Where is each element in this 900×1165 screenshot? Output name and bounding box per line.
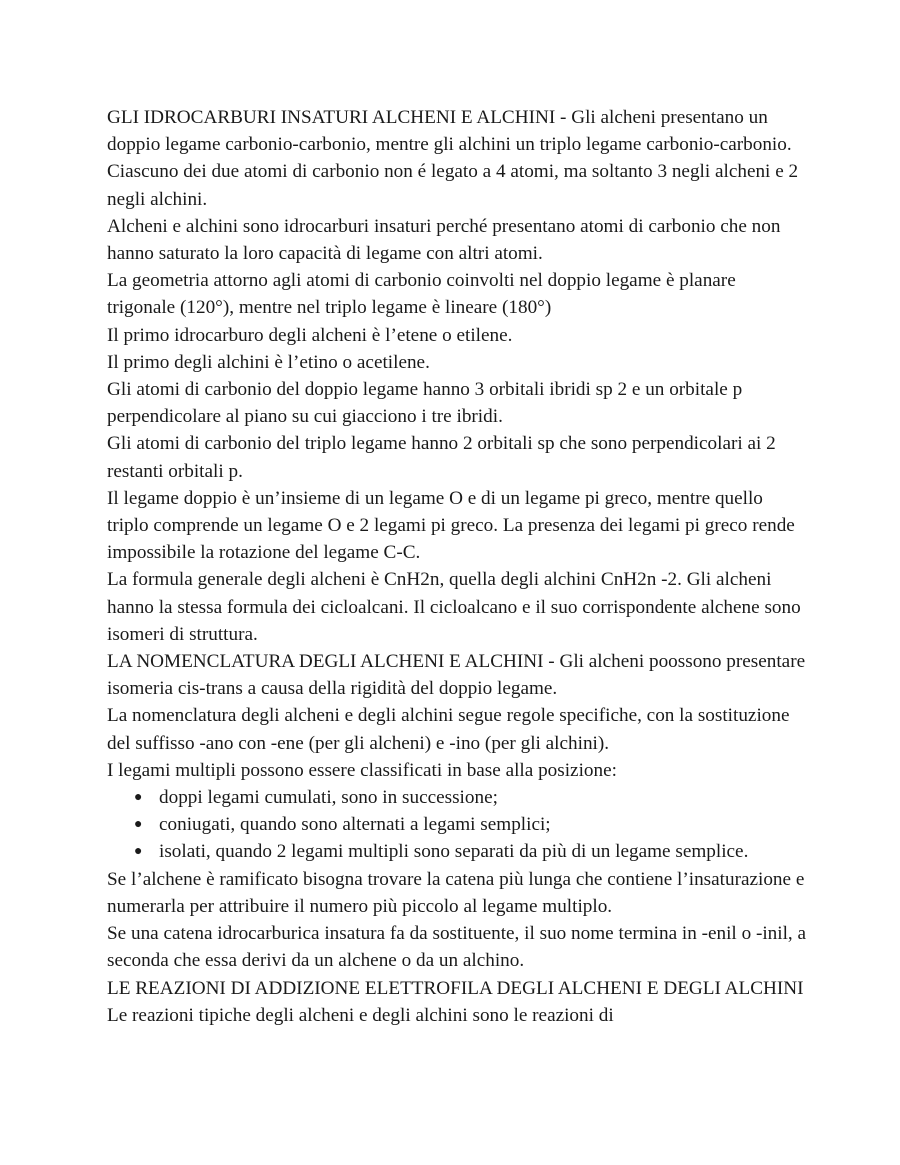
list-item <box>132 811 807 838</box>
paragraph-substituent-names: Se una catena idrocarburica insatura fa da sostituente, il suo nome termina in -enil o -inil, a seconda che essa derivi da un alchene o da un alchino. <box>107 923 807 972</box>
list-item <box>132 838 807 865</box>
paragraph-multiple-bonds-classification: I legami multipli possono essere classificati in base alla posizione: <box>107 759 617 781</box>
bullet-icon: ● <box>134 790 143 806</box>
paragraph-electrophilic-addition: LE REAZIONI DI ADDIZIONE ELETTROFILA DEGLI ALCHENI E DEGLI ALCHINI Le reazioni tipiche degli alcheni e degli alchini sono le reazioni di <box>107 977 804 1026</box>
document-body <box>107 104 807 1029</box>
paragraph-nomenclature-rules: La nomenclatura degli alcheni e degli alchini segue regole specifiche, con la sostituzione del suffisso -ano con -ene (per gli alcheni) e -ino (per gli alchini). <box>107 705 790 754</box>
paragraph-double-bond-orbitals: Gli atomi di carbonio del doppio legame hanno 3 orbitali ibridi sp 2 e un orbitale p perpendicolare al piano su cui giacciono i tre ibridi. <box>107 379 743 428</box>
list-item-text: coniugati, quando sono alternati a legami semplici; <box>159 814 551 836</box>
paragraph-alkenes-alkynes-intro: GLI IDROCARBURI INSATURI ALCHENI E ALCHINI - Gli alcheni presentano un doppio legame carbonio-carbonio, mentre gli alchini un triplo legame carbonio-carbonio. <box>107 107 792 156</box>
bond-classification-list <box>107 784 807 866</box>
paragraph-branched-alkene: Se l’alchene è ramificato bisogna trovare la catena più lunga che contiene l’insaturazione e numerarla per attribuire il numero più piccolo al legame multiplo. <box>107 868 805 917</box>
paragraph-triple-bond-orbitals: Gli atomi di carbonio del triplo legame hanno 2 orbitali sp che sono perpendicolari ai 2 restanti orbitali p. <box>107 433 776 482</box>
paragraph-sigma-pi-bonds: Il legame doppio è un’insieme di un legame O e di un legame pi greco, mentre quello triplo comprende un legame O e 2 legami pi greco. La presenza dei legami pi greco rende impossibile la rotazione del legame C-C. <box>107 487 795 564</box>
paragraph-general-formula: La formula generale degli alcheni è CnH2n, quella degli alchini CnH2n -2. Gli alcheni hanno la stessa formula dei cicloalcani. Il cicloalcano e il suo corrispondente alchene sono isomeri di struttura. <box>107 569 801 645</box>
paragraph-first-alkyne: Il primo degli alchini è l’etino o acetilene. <box>107 351 430 373</box>
paragraph-geometry: La geometria attorno agli atomi di carbonio coinvolti nel doppio legame è planare trigonale (120°), mentre nel triplo legame è lineare (180°) <box>107 270 736 319</box>
bullet-icon: ● <box>134 844 143 860</box>
paragraph-carbon-atoms-bonds: Ciascuno dei due atomi di carbonio non é legato a 4 atomi, ma soltanto 3 negli alcheni e 2 negli alchini. <box>107 161 799 210</box>
list-item-text: doppi legami cumulati, sono in successione; <box>159 787 498 809</box>
paragraph-unsaturated: Alcheni e alchini sono idrocarburi insaturi perché presentano atomi di carbonio che non hanno saturato la loro capacità di legame con altri atomi. <box>107 215 781 265</box>
list-item-text: isolati, quando 2 legami multipli sono separati da più di un legame semplice. <box>159 841 749 863</box>
list-item <box>132 784 807 811</box>
paragraph-nomenclature-heading: LA NOMENCLATURA DEGLI ALCHENI E ALCHINI - Gli alcheni poossono presentare isomeria cis-trans a causa della rigidità del doppio legame. <box>107 651 806 700</box>
paragraph-first-alkene: Il primo idrocarburo degli alcheni è l’etene o etilene. <box>107 324 513 346</box>
bullet-icon: ● <box>134 817 143 833</box>
